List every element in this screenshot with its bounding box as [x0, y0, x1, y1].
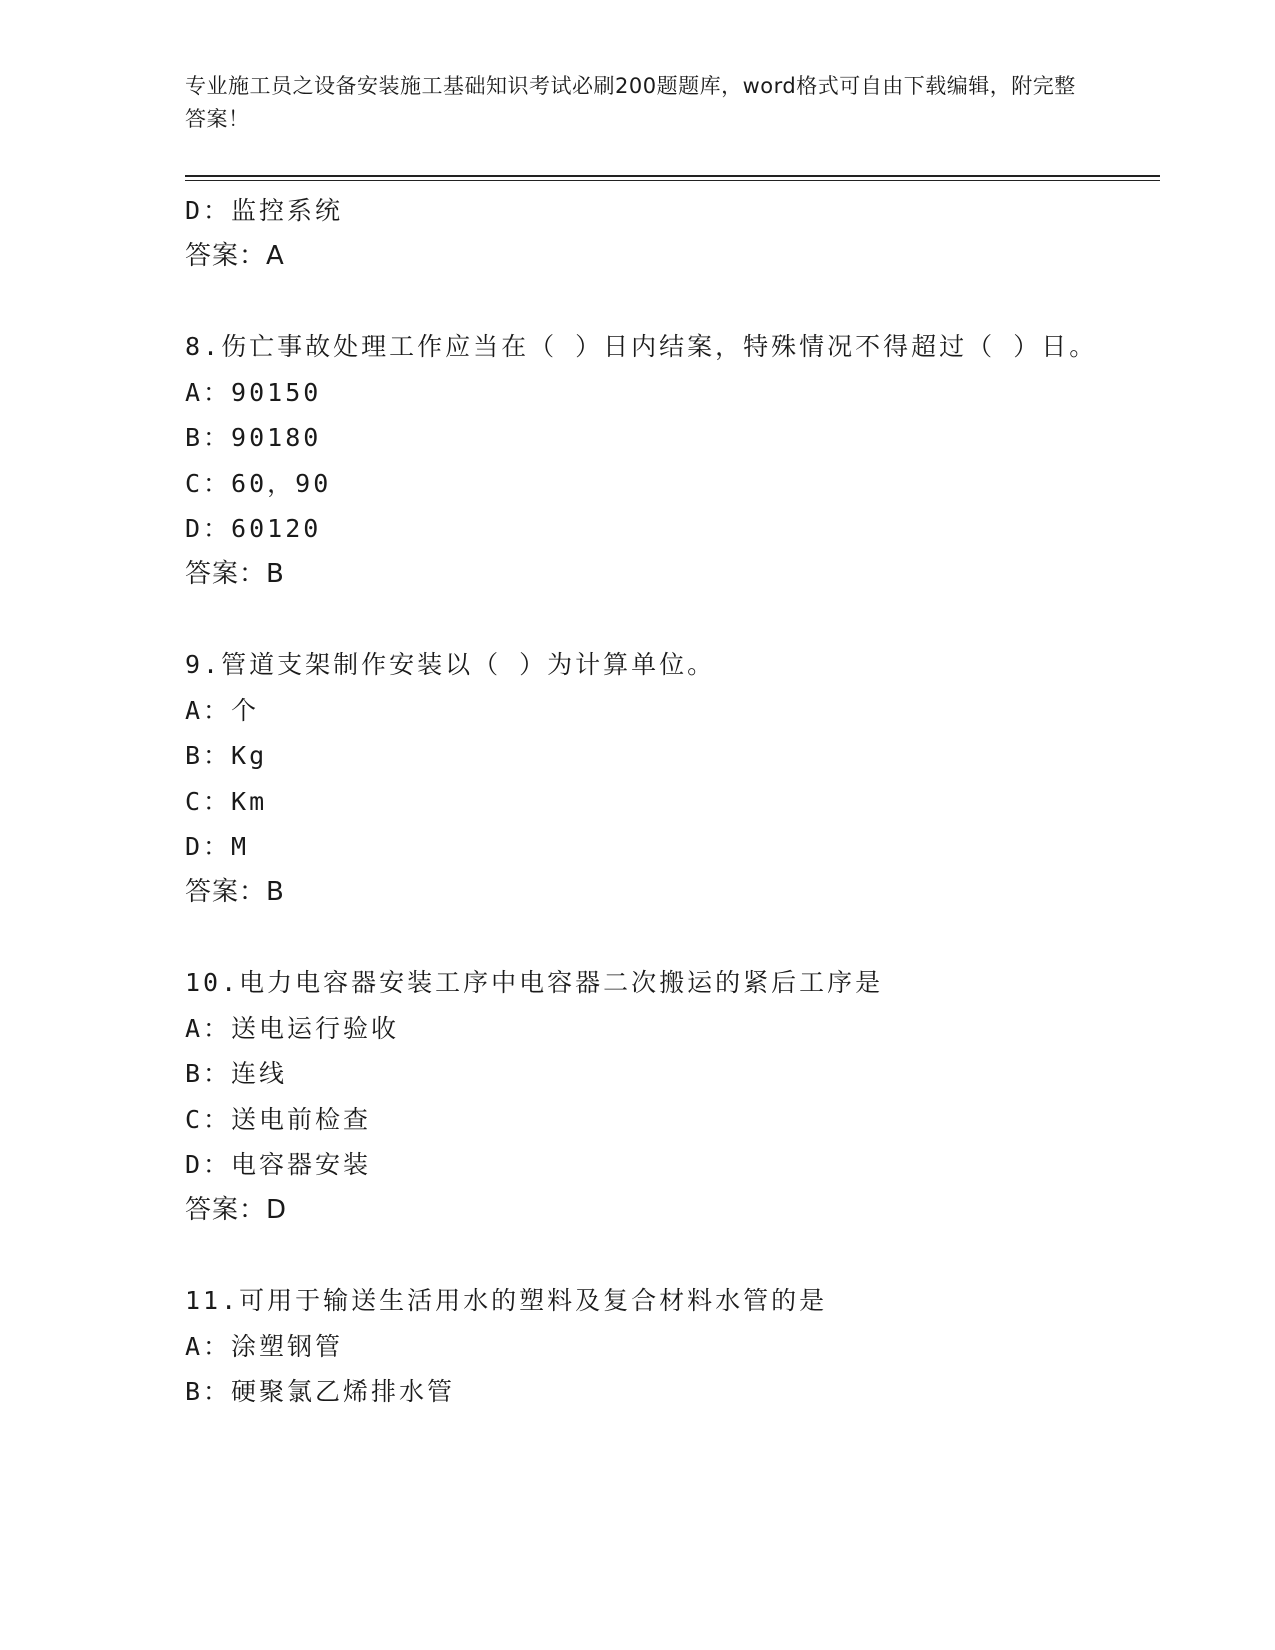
option-d: D：M — [185, 832, 250, 861]
answer-line: 答案：A — [185, 240, 285, 271]
option-c: C：Km — [185, 786, 268, 816]
option-d: D：监控系统 — [185, 196, 344, 225]
option-b: B：Kg — [185, 741, 268, 770]
option-a: A：个 — [185, 695, 260, 725]
option-c: C：送电前检查 — [185, 1104, 372, 1134]
option-d: D：60120 — [185, 514, 322, 543]
spacer — [185, 915, 1105, 960]
spacer — [185, 279, 1105, 324]
header-divider-thick — [185, 175, 1160, 177]
spacer — [185, 1233, 1105, 1278]
option-a: A：涂塑钢管 — [185, 1331, 344, 1361]
header-divider-thin — [185, 180, 1160, 181]
spacer — [185, 597, 1105, 642]
answer-line: 答案：D — [185, 1194, 288, 1225]
option-a: A：送电运行验收 — [185, 1013, 400, 1043]
question-stem: 10.电力电容器安装工序中电容器二次搬运的紧后工序是 — [185, 968, 884, 997]
option-b: B：硬聚氯乙烯排水管 — [185, 1377, 456, 1406]
question-stem: 9.管道支架制作安装以（ ）为计算单位。 — [185, 650, 716, 679]
option-a: A：90150 — [185, 377, 322, 407]
option-d: D：电容器安装 — [185, 1150, 372, 1179]
option-b: B：连线 — [185, 1059, 288, 1088]
question-stem: 11.可用于输送生活用水的塑料及复合材料水管的是 — [185, 1286, 828, 1315]
answer-line: 答案：B — [185, 558, 285, 589]
option-b: B：90180 — [185, 423, 322, 452]
answer-line: 答案：B — [185, 876, 285, 907]
document-header: 专业施工员之设备安装施工基础知识考试必刷200题题库，word格式可自由下载编辑，附完整答案！ — [185, 74, 1076, 131]
option-c: C：60，90 — [185, 468, 332, 498]
question-stem: 8.伤亡事故处理工作应当在（ ）日内结案，特殊情况不得超过（ ）日。 — [185, 332, 1098, 361]
question-list — [185, 188, 1105, 1415]
